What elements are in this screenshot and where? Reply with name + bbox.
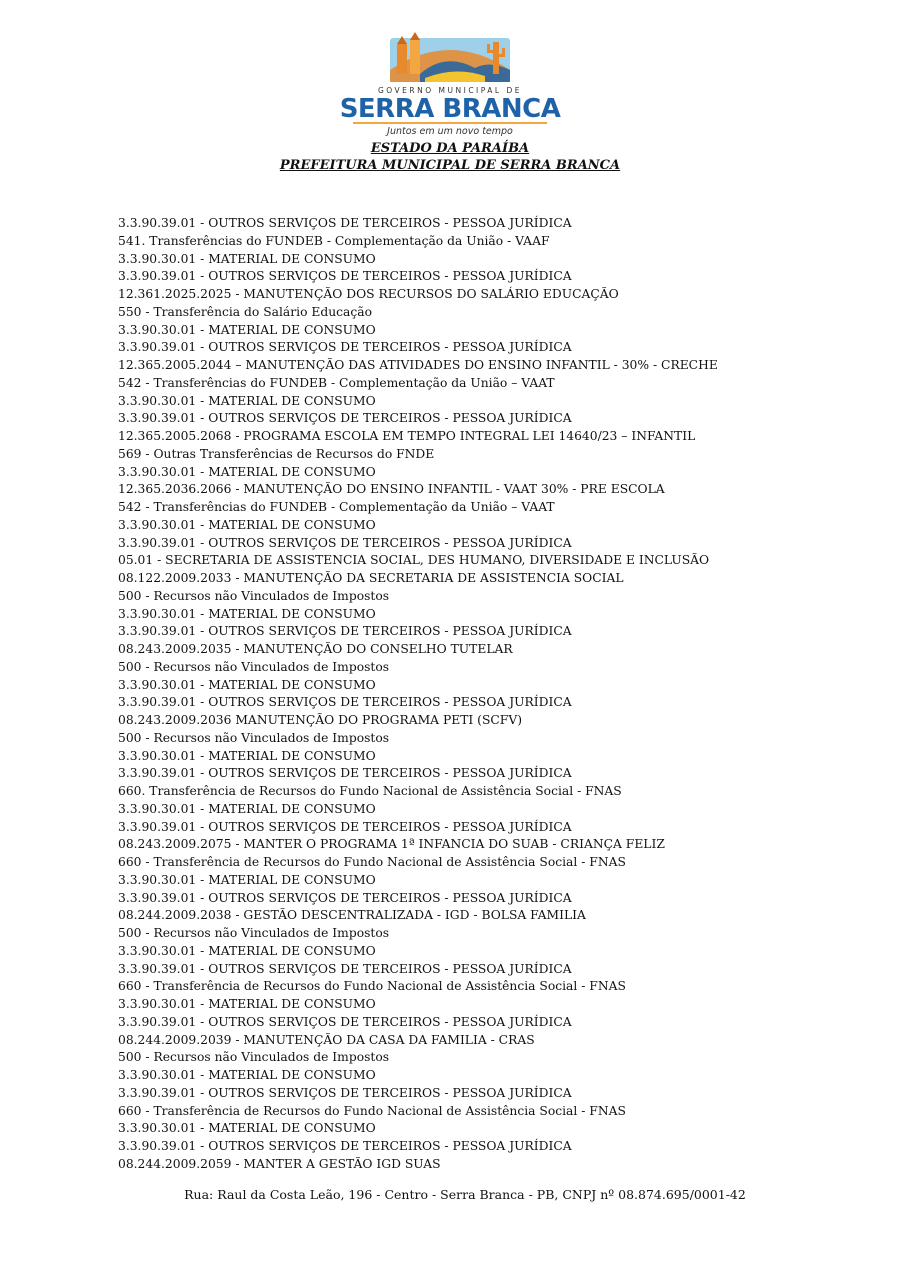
budget-line: 3.3.90.30.01 - MATERIAL DE CONSUMO bbox=[118, 322, 376, 337]
budget-line: 3.3.90.30.01 - MATERIAL DE CONSUMO bbox=[118, 517, 376, 532]
budget-line: 660 - Transferência de Recursos do Fundo Nacional de Assistência Social - FNAS bbox=[118, 979, 626, 994]
logo-tagline: Juntos em um novo tempo bbox=[387, 126, 513, 137]
prefeitura-title: PREFEITURA MUNICIPAL DE SERRA BRANCA bbox=[279, 158, 621, 173]
budget-line: 3.3.90.30.01 - MATERIAL DE CONSUMO bbox=[118, 606, 376, 621]
budget-line: 08.243.2009.2036 MANUTENÇÃO DO PROGRAMA PETI (SCFV) bbox=[118, 713, 523, 727]
budget-line: 542 - Transferências do FUNDEB - Complementação da União – VAAT bbox=[118, 500, 555, 514]
budget-line: 3.3.90.30.01 - MATERIAL DE CONSUMO bbox=[118, 997, 376, 1011]
budget-line: 3.3.90.39.01 - OUTROS SERVIÇOS DE TERCEIROS - PESSOA JURÍDICA bbox=[118, 411, 572, 426]
budget-line: 500 - Recursos não Vinculados de Impostos bbox=[118, 1050, 390, 1065]
budget-lines bbox=[118, 215, 838, 1174]
budget-line: 08.122.2009.2033 - MANUTENÇÃO DA SECRETARIA DE ASSISTENCIA SOCIAL bbox=[118, 571, 624, 585]
budget-line: 3.3.90.30.01 - MATERIAL DE CONSUMO bbox=[118, 1068, 376, 1082]
budget-line: 3.3.90.39.01 - OUTROS SERVIÇOS DE TERCEIROS - PESSOA JURÍDICA bbox=[118, 535, 572, 550]
budget-line: 3.3.90.39.01 - OUTROS SERVIÇOS DE TERCEIROS - PESSOA JURÍDICA bbox=[118, 1014, 572, 1029]
document-header bbox=[0, 30, 900, 174]
budget-line: 3.3.90.39.01 - OUTROS SERVIÇOS DE TERCEIROS - PESSOA JURÍDICA bbox=[118, 1085, 572, 1100]
budget-line: 3.3.90.39.01 - OUTROS SERVIÇOS DE TERCEIROS - PESSOA JURÍDICA bbox=[118, 819, 572, 834]
budget-line: 3.3.90.30.01 - MATERIAL DE CONSUMO bbox=[118, 748, 376, 763]
budget-line: 3.3.90.39.01 - OUTROS SERVIÇOS DE TERCEIROS - PESSOA JURÍDICA bbox=[118, 269, 572, 284]
budget-line: 3.3.90.39.01 - OUTROS SERVIÇOS DE TERCEIROS - PESSOA JURÍDICA bbox=[118, 340, 572, 355]
budget-line: 12.365.2005.2068 - PROGRAMA ESCOLA EM TEMPO INTEGRAL LEI 14640/23 – INFANTIL bbox=[118, 429, 696, 443]
budget-line: 08.243.2009.2075 - MANTER O PROGRAMA 1ª INFANCIA DO SUAB - CRIANÇA FELIZ bbox=[118, 837, 665, 852]
footer-address: Rua: Raul da Costa Leão, 196 - Centro - Serra Branca - PB, CNPJ nº 08.874.695/0001-42 bbox=[184, 1187, 746, 1202]
budget-line: 3.3.90.30.01 - MATERIAL DE CONSUMO bbox=[118, 464, 376, 479]
budget-line: 542 - Transferências do FUNDEB - Complementação da União – VAAT bbox=[118, 375, 555, 390]
budget-line: 3.3.90.39.01 - OUTROS SERVIÇOS DE TERCEIROS - PESSOA JURÍDICA bbox=[118, 766, 572, 781]
budget-line: 3.3.90.39.01 - OUTROS SERVIÇOS DE TERCEIROS - PESSOA JURÍDICA bbox=[118, 624, 572, 639]
budget-line: 3.3.90.30.01 - MATERIAL DE CONSUMO bbox=[118, 872, 376, 887]
logo-top-text: GOVERNO MUNICIPAL DE bbox=[377, 86, 523, 95]
budget-line: 3.3.90.39.01 - OUTROS SERVIÇOS DE TERCEIROS - PESSOA JURÍDICA bbox=[118, 1139, 572, 1153]
municipal-logo bbox=[335, 30, 565, 140]
budget-line: 3.3.90.39.01 - OUTROS SERVIÇOS DE TERCEIROS - PESSOA JURÍDICA bbox=[118, 890, 572, 905]
budget-line: 541. Transferências do FUNDEB - Complementação da União - VAAF bbox=[118, 233, 550, 248]
budget-line: 08.244.2009.2059 - MANTER A GESTÃO IGD SUAS bbox=[118, 1156, 441, 1171]
budget-line: 660 - Transferência de Recursos do Fundo Nacional de Assistência Social - FNAS bbox=[118, 855, 626, 869]
budget-line: 3.3.90.30.01 - MATERIAL DE CONSUMO bbox=[118, 943, 376, 958]
budget-line: 500 - Recursos não Vinculados de Impostos bbox=[118, 588, 390, 603]
budget-line: 500 - Recursos não Vinculados de Impostos bbox=[118, 659, 390, 674]
state-title: ESTADO DA PARAÍBA bbox=[370, 141, 530, 156]
budget-line: 08.244.2009.2038 - GESTÃO DESCENTRALIZADA - IGD - BOLSA FAMILIA bbox=[118, 908, 586, 923]
budget-line: 3.3.90.30.01 - MATERIAL DE CONSUMO bbox=[118, 251, 376, 266]
budget-line: 500 - Recursos não Vinculados de Impostos bbox=[118, 730, 390, 745]
budget-line: 3.3.90.30.01 - MATERIAL DE CONSUMO bbox=[118, 801, 376, 816]
budget-line: 12.365.2036.2066 - MANUTENÇÃO DO ENSINO INFANTIL - VAAT 30% - PRE ESCOLA bbox=[118, 482, 665, 497]
budget-line: 3.3.90.30.01 - MATERIAL DE CONSUMO bbox=[118, 677, 376, 692]
budget-line: 3.3.90.39.01 - OUTROS SERVIÇOS DE TERCEIROS - PESSOA JURÍDICA bbox=[118, 961, 572, 976]
budget-line: 550 - Transferência do Salário Educação bbox=[118, 304, 372, 319]
budget-line: 08.244.2009.2039 - MANUTENÇÃO DA CASA DA FAMILIA - CRAS bbox=[118, 1032, 535, 1047]
budget-line: 3.3.90.39.01 - OUTROS SERVIÇOS DE TERCEIROS - PESSOA JURÍDICA bbox=[118, 695, 572, 710]
budget-line: 08.243.2009.2035 - MANUTENÇÃO DO CONSELHO TUTELAR bbox=[118, 642, 513, 656]
budget-line: 3.3.90.30.01 - MATERIAL DE CONSUMO bbox=[118, 1121, 376, 1136]
budget-line: 569 - Outras Transferências de Recursos do FNDE bbox=[118, 446, 435, 461]
budget-line: 12.365.2005.2044 – MANUTENÇÃO DAS ATIVIDADES DO ENSINO INFANTIL - 30% - CRECHE bbox=[118, 358, 718, 372]
logo-name: SERRA BRANCA bbox=[339, 94, 561, 124]
budget-line: 05.01 - SECRETARIA DE ASSISTENCIA SOCIAL, DES HUMANO, DIVERSIDADE E INCLUSÃO bbox=[118, 553, 710, 568]
budget-line: 500 - Recursos não Vinculados de Impostos bbox=[118, 926, 390, 940]
budget-line: 660 - Transferência de Recursos do Fundo Nacional de Assistência Social - FNAS bbox=[118, 1103, 626, 1118]
budget-line: 3.3.90.39.01 - OUTROS SERVIÇOS DE TERCEIROS - PESSOA JURÍDICA bbox=[118, 216, 572, 230]
budget-line: 3.3.90.30.01 - MATERIAL DE CONSUMO bbox=[118, 393, 376, 408]
budget-line: 12.361.2025.2025 - MANUTENÇÃO DOS RECURSOS DO SALÁRIO EDUCAÇÃO bbox=[118, 287, 619, 301]
budget-line: 660. Transferência de Recursos do Fundo Nacional de Assistência Social - FNAS bbox=[118, 784, 622, 798]
